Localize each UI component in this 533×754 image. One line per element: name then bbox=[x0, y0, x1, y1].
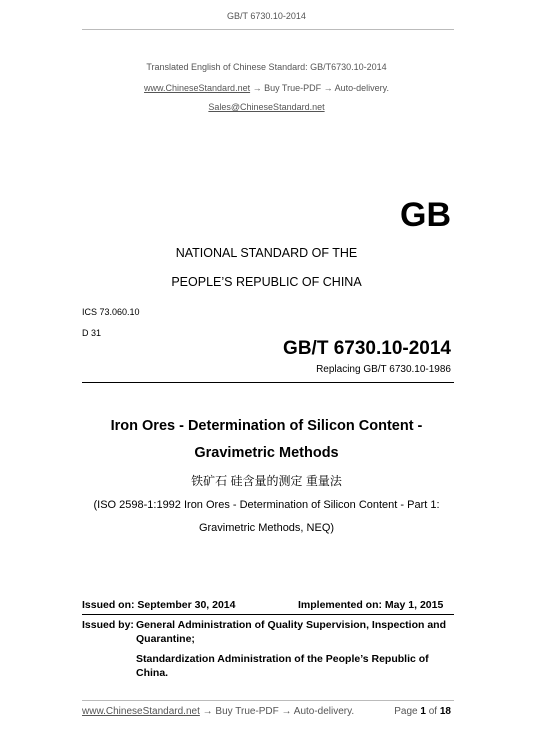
email-link[interactable]: Sales@ChineseStandard.net bbox=[208, 102, 325, 112]
title-chinese: 铁矿石 硅含量的测定 重量法 bbox=[191, 474, 342, 488]
issuer-2-line2: China. bbox=[136, 667, 169, 679]
standard-code: GB/T 6730.10-2014 bbox=[283, 338, 451, 359]
national-standard-line1: NATIONAL STANDARD OF THE bbox=[175, 246, 358, 260]
iso-reference-line1: (ISO 2598-1:1992 Iron Ores - Determination of Silicon Content - Part 1: bbox=[93, 499, 440, 511]
page-indicator bbox=[394, 706, 451, 717]
dates-rule bbox=[82, 614, 454, 615]
ics-code: ICS 73.060.10 bbox=[82, 307, 140, 317]
site-suffix: → Buy True-PDF → Auto-delivery. bbox=[250, 83, 389, 93]
issuer-1-line2: Quarantine; bbox=[136, 633, 195, 645]
title-line1: Iron Ores - Determination of Silicon Content - bbox=[110, 418, 423, 434]
replacing-note: Replacing GB/T 6730.10-1986 bbox=[316, 364, 451, 375]
title-line2: Gravimetric Methods bbox=[194, 445, 339, 461]
iso-reference-line2: Gravimetric Methods, NEQ) bbox=[198, 522, 335, 534]
running-header: GB/T 6730.10-2014 bbox=[227, 11, 306, 21]
page-total: 18 bbox=[439, 706, 451, 717]
gb-mark: GB bbox=[400, 196, 451, 234]
issuer-2-line1: Standardization Administration of the People’s Republic of bbox=[136, 653, 429, 665]
footer-site-line bbox=[82, 706, 354, 717]
site-link[interactable]: www.ChineseStandard.net bbox=[144, 83, 251, 93]
email-line bbox=[0, 102, 533, 112]
implemented-date: Implemented on: May 1, 2015 bbox=[298, 599, 444, 611]
page-label: Page bbox=[394, 706, 418, 717]
national-standard-line2: PEOPLE’S REPUBLIC OF CHINA bbox=[171, 275, 362, 289]
issued-date: Issued on: September 30, 2014 bbox=[82, 599, 236, 611]
footer-site-link[interactable]: www.ChineseStandard.net bbox=[82, 706, 200, 717]
page-of-label: of bbox=[428, 706, 438, 717]
footer-rule bbox=[82, 700, 454, 701]
header-rule bbox=[82, 29, 454, 30]
issuer-1-line1: General Administration of Quality Supervision, Inspection and bbox=[136, 619, 446, 631]
footer-suffix: → Buy True-PDF → Auto-delivery. bbox=[199, 706, 355, 717]
translation-note: Translated English of Chinese Standard: GB/T6730.10-2014 bbox=[146, 62, 387, 72]
classification-code: D 31 bbox=[82, 328, 102, 338]
issued-by-label: Issued by: bbox=[82, 619, 134, 631]
page-number: 1 bbox=[420, 706, 426, 717]
title-rule bbox=[82, 382, 454, 383]
site-line bbox=[0, 83, 533, 93]
